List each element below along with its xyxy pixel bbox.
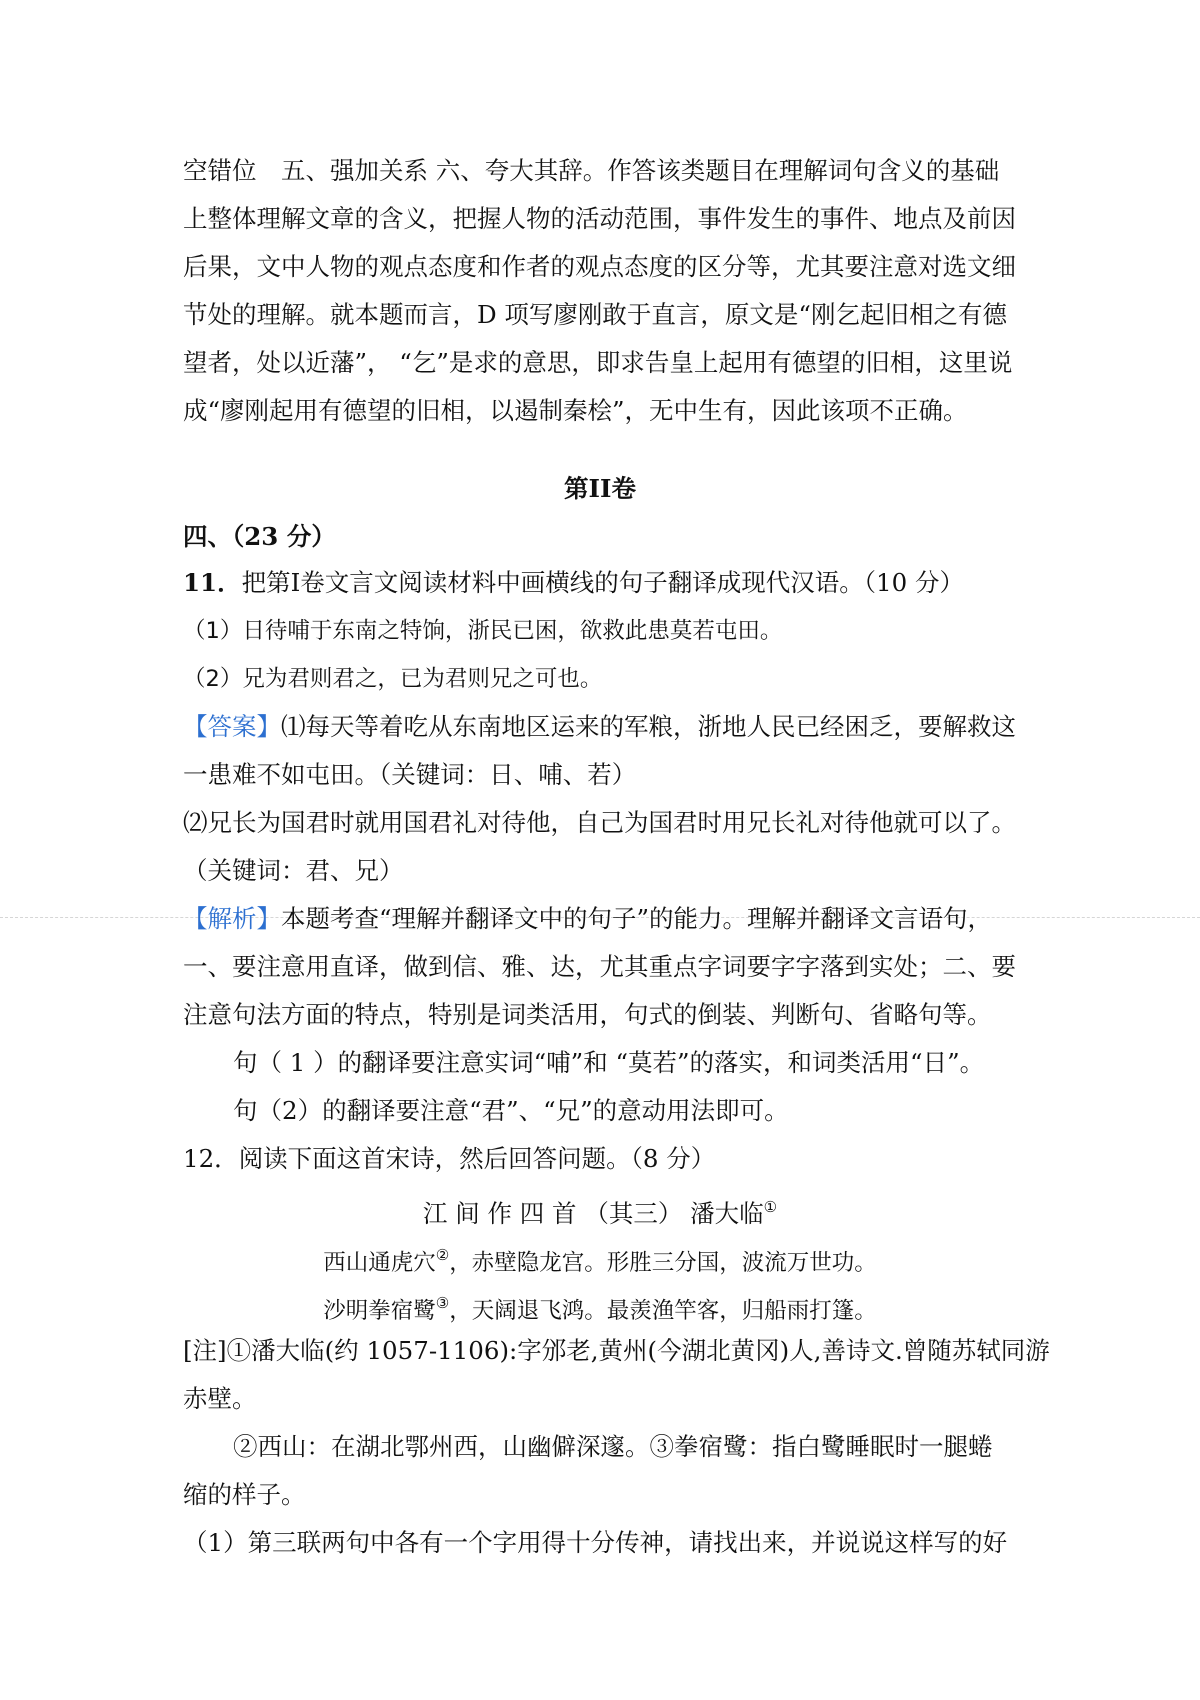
answer-tag: 【答案】 [183, 712, 281, 741]
footnote-mark: ② [435, 1246, 450, 1264]
analysis-line: 句（2）的翻译要注意“君”、“兄”的意动用法即可。 [233, 1096, 789, 1125]
answer-text: ⑴每天等着吃从东南地区运来的军粮，浙地人民已经困乏，要解救这 [281, 712, 1016, 741]
question-11 [183, 565, 1023, 601]
paragraph-line: 空错位 五、强加关系 六、夸大其辞。作答该类题目在理解词句含义的基础 [183, 156, 1000, 185]
question-number: 12． [183, 1144, 239, 1173]
note-line: [注]①潘大临(约 1057-1106):字邠老,黄州(今湖北黄冈)人,善诗文.曾随苏轼同游 [183, 1336, 1050, 1365]
poem-text: ，天阔退飞鸿。最羡渔竿客，归船雨打篷。 [449, 1298, 877, 1324]
paragraph-line: 后果，文中人物的观点态度和作者的观点态度的区分等，尤其要注意对选文细 [183, 252, 1016, 281]
question-text: 把第I卷文言文阅读材料中画横线的句子翻译成现代汉语。（10 分） [241, 568, 964, 597]
poem-text: 沙明拳宿鹭 [323, 1298, 436, 1324]
analysis-tag: 【解析】 [183, 904, 281, 933]
poem-title-text: 江 间 作 四 首 （其三） 潘大临 [422, 1199, 764, 1228]
section-title: 第II卷 [564, 474, 636, 503]
poem-text: ，赤壁隐龙宫。形胜三分国，波流万世功。 [449, 1250, 877, 1276]
footnote-mark: ③ [435, 1294, 450, 1312]
analysis-line: 注意句法方面的特点，特别是词类活用，句式的倒装、判断句、省略句等。 [183, 1000, 992, 1029]
question-12 [183, 1141, 1023, 1177]
paragraph-line: 上整体理解文章的含义，把握人物的活动范围，事件发生的事件、地点及前因 [183, 204, 1016, 233]
paragraph-line: 节处的理解。就本题而言，D 项写廖刚敢于直言，原文是“刚乞起旧相之有德 [183, 300, 1007, 329]
note-line: ②西山：在湖北鄂州西，山幽僻深邃。③拳宿鹭：指白鹭睡眠时一腿蜷 [233, 1432, 993, 1461]
question-number: 11． [183, 568, 242, 597]
poem-line [0, 1237, 1200, 1281]
question-text: 阅读下面这首宋诗，然后回答问题。（8 分） [238, 1144, 716, 1173]
footnote-mark: ① [763, 1198, 778, 1216]
poem-title [0, 1189, 1200, 1232]
sub-question: （1）第三联两句中各有一个字用得十分传神，请找出来，并说说这样写的好 [183, 1528, 1008, 1557]
paragraph-line: 成“廖刚起用有德望的旧相，以遏制秦桧”，无中生有，因此该项不正确。 [183, 396, 968, 425]
note-line: 赤壁。 [183, 1384, 257, 1413]
answer-line: ⑵兄长为国君时就用国君礼对待他，自己为国君时用兄长礼对待他就可以了。 [183, 808, 1016, 837]
poem-line [0, 1285, 1200, 1329]
paragraph-line: 望者，处以近藩”， “乞”是求的意思，即求告皇上起用有德望的旧相，这里说 [183, 348, 1013, 377]
part-heading: 四、（23 分） [183, 522, 336, 551]
source-sentence-1: （1）日待哺于东南之特饷，浙民已困，欲救此患莫若屯田。 [183, 618, 783, 644]
analysis-text: 本题考查“理解并翻译文中的句子”的能力。理解并翻译文言语句， [281, 904, 993, 933]
answer-line: （关键词：君、兄） [183, 856, 404, 885]
answer-line: 一患难不如屯田。（关键词：日、哺、若） [183, 760, 637, 789]
note-line: 缩的样子。 [183, 1480, 306, 1509]
source-sentence-2: （2）兄为君则君之，已为君则兄之可也。 [183, 666, 603, 692]
analysis-line: 一、要注意用直译，做到信、雅、达，尤其重点字词要字字落到实处；二、要 [183, 952, 1016, 981]
answer-line [183, 709, 1023, 745]
analysis-line: 句（ 1 ）的翻译要注意实词“哺”和 “莫若”的落实，和词类活用“日”。 [233, 1048, 985, 1077]
poem-text: 西山通虎穴 [323, 1250, 436, 1276]
analysis-line [183, 901, 1023, 937]
